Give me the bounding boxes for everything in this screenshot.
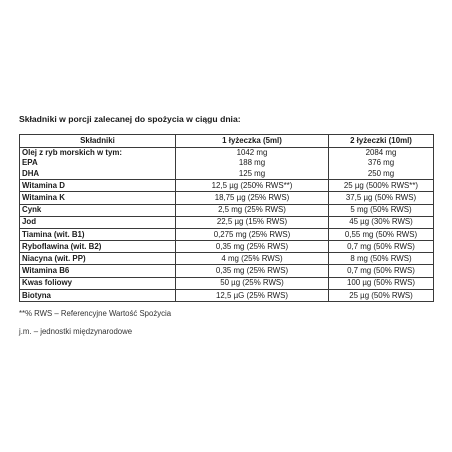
table-row [20,241,434,253]
row-value-one: 12,5 µg (250% RWS**) [176,180,329,192]
row-value-two: 25 µg (500% RWS**) [329,180,434,192]
table-header-row [20,135,434,148]
row-name: Ryboflawina (wit. B2) [20,241,176,253]
row-name: DHA [22,168,40,178]
row-value-one: 0,35 mg (25% RWS) [176,265,329,277]
row-value-two: 250 mg [367,168,395,178]
row-value-one: 188 mg [238,158,266,168]
table-row [20,180,434,192]
row-value-two: 0,7 mg (50% RWS) [329,241,434,253]
row-value-one: 125 mg [238,168,266,178]
row-value-two: 0,7 mg (50% RWS) [329,265,434,277]
column-header-ingredient: Składniki [20,135,176,148]
row-value-two: 5 mg (50% RWS) [329,204,434,216]
row-name: Tiamina (wit. B1) [20,228,176,240]
row-value-two: 37,5 µg (50% RWS) [329,192,434,204]
footnote-rws: **% RWS – Referencyjne Wartość Spożycia [19,309,172,318]
row-name: Witamina B6 [20,265,176,277]
row-name: Niacyna (wit. PP) [20,253,176,265]
section-heading: Składniki w porcji zalecanej do spożycia w ciągu dnia: [19,114,241,124]
row-name-cell [20,148,176,180]
table-row [20,216,434,228]
table-row [20,289,434,301]
nutrition-table [19,134,434,302]
row-value-two: 8 mg (50% RWS) [329,253,434,265]
row-value-one: 22,5 µg (15% RWS) [176,216,329,228]
row-value-two: 2084 mg [365,148,397,157]
row-value-two: 0,55 mg (50% RWS) [329,228,434,240]
row-value-two: 25 µg (50% RWS) [329,289,434,301]
row-value-one: 50 µg (25% RWS) [176,277,329,289]
row-value-two-cell [329,148,434,180]
row-value-one: 18,75 µg (25% RWS) [176,192,329,204]
row-value-two: 376 mg [367,158,395,168]
table-row-fish-oil-group [20,148,434,180]
row-value-one: 1042 mg [236,148,268,157]
row-name: Kwas foliowy [20,277,176,289]
row-value-one-cell [176,148,329,180]
row-value-one: 12,5 µG (25% RWS) [176,289,329,301]
row-name: EPA [22,158,38,168]
table-row [20,192,434,204]
table-row [20,253,434,265]
table-row [20,228,434,240]
row-name: Biotyna [20,289,176,301]
table-row [20,204,434,216]
row-name: Cynk [20,204,176,216]
row-value-one: 0,275 mg (25% RWS) [176,228,329,240]
table-row [20,265,434,277]
row-value-one: 0,35 mg (25% RWS) [176,241,329,253]
table-row [20,277,434,289]
row-name: Olej z ryb morskich w tym: [22,148,122,157]
row-value-two: 100 µg (50% RWS) [329,277,434,289]
row-name: Witamina D [20,180,176,192]
row-name: Jod [20,216,176,228]
column-header-one-teaspoon: 1 łyżeczka (5ml) [176,135,329,148]
row-name: Witamina K [20,192,176,204]
column-header-two-teaspoons: 2 łyżeczki (10ml) [329,135,434,148]
footnote-units: j.m. – jednostki międzynarodowe [19,327,133,336]
row-value-one: 2,5 mg (25% RWS) [176,204,329,216]
row-value-two: 45 µg (30% RWS) [329,216,434,228]
row-value-one: 4 mg (25% RWS) [176,253,329,265]
